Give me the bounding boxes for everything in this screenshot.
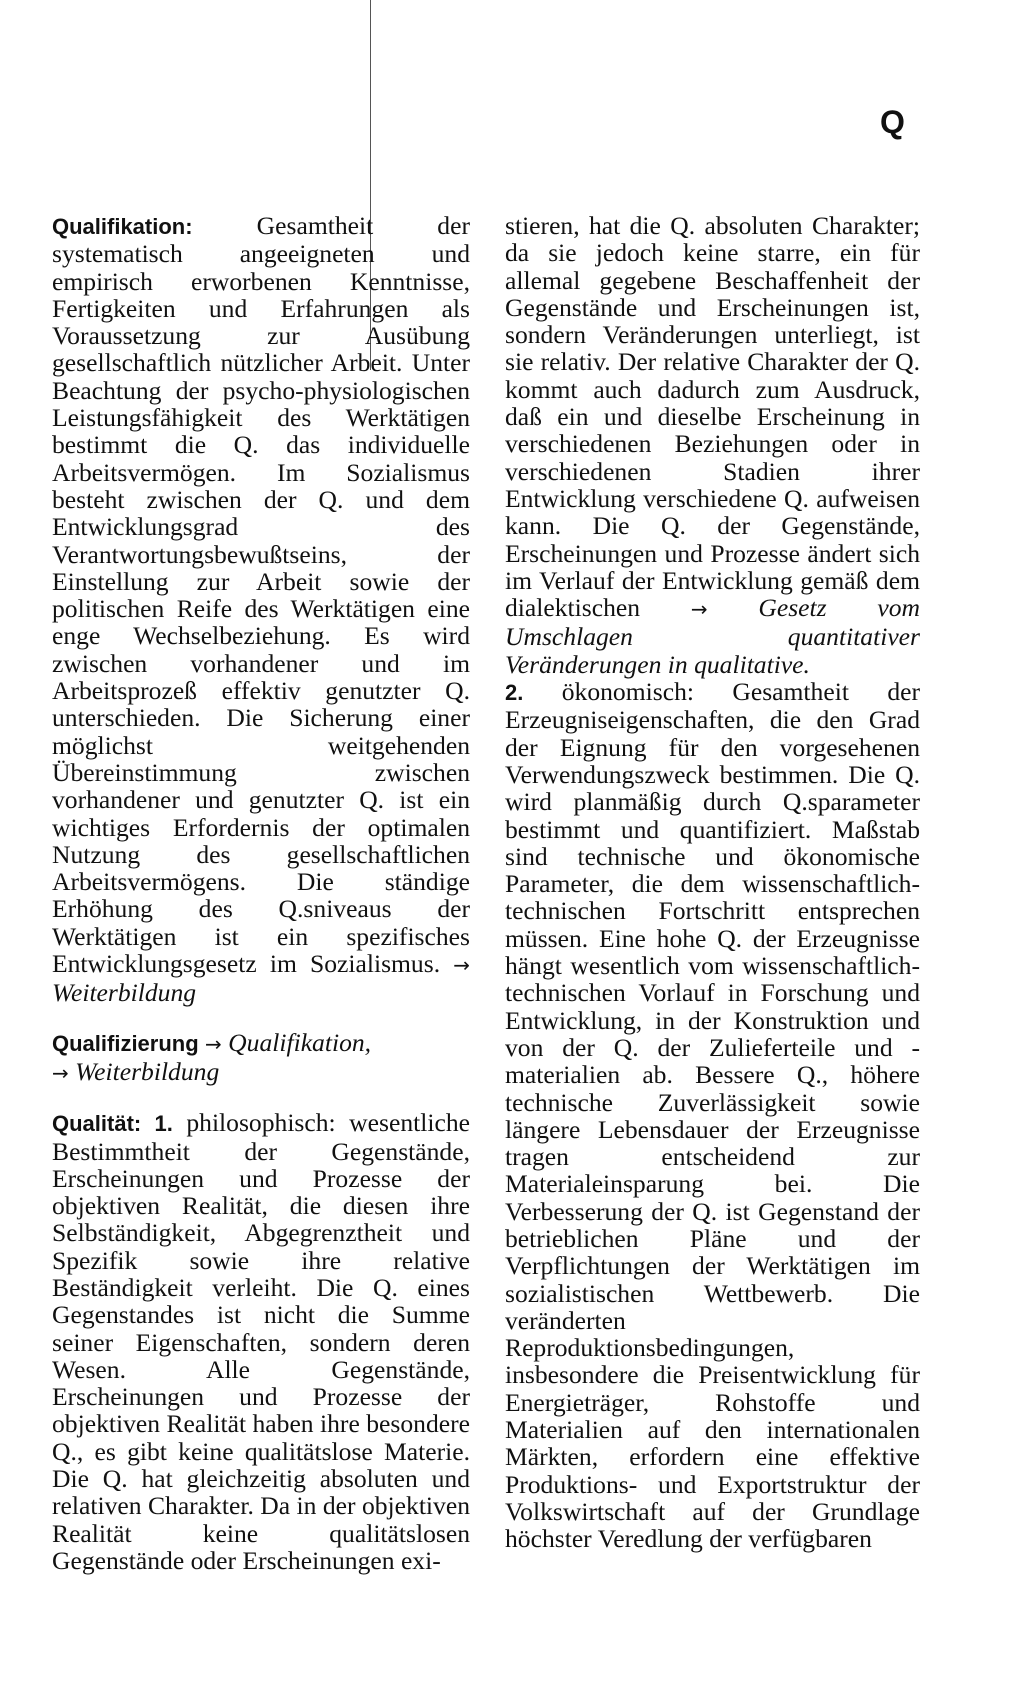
- left-column: [52, 212, 470, 1596]
- entry-headword: Qualifizierung: [52, 1030, 199, 1056]
- cross-reference-arrow-icon: →: [52, 1060, 69, 1085]
- cross-reference-link[interactable]: Weiterbildung: [52, 978, 197, 1008]
- cross-reference-arrow-icon: →: [198, 1031, 229, 1056]
- section-letter: Q: [880, 104, 905, 140]
- entry-qualitaet: [52, 1109, 470, 1574]
- cross-reference-link[interactable]: Gesetz vom Umschlagen quantitativer Veränderungen in qualitative.: [505, 593, 920, 679]
- entry-qualifizierung: [52, 1029, 470, 1088]
- entry-headword: Qualität:: [52, 1111, 142, 1137]
- cross-reference-arrow-icon: →: [690, 597, 708, 622]
- cross-reference-link[interactable]: Qualifikation,: [228, 1027, 372, 1057]
- sense-number: 1.: [141, 1111, 173, 1137]
- entry-headword: Qualifikation:: [52, 214, 193, 239]
- entry-qualifikation: [52, 212, 470, 1007]
- entry-text: Gesamtheit der systematisch angeeigneten und empirisch erworbenen Kenntnisse, Fertigkeiten und Erfahrungen als Voraussetzung zur Ausübung gesellschaftlich nützlicher Arbeit. Unter Beachtung der psycho-physiologischen Leistungsfähigkeit des Werktätigen bestimmt die Q. das individuelle Arbeitsvermögen. Im Sozialismus besteht zwischen der Q. und dem Entwicklungsgrad des Verantwortungsbewußtseins, der Einstellung zur Arbeit sowie der politischen Reife des Werktätigen eine enge Wechselbeziehung. Es wird zwischen vorhandener und im Arbeitsprozeß effektiv genutzter Q. unterschieden. Die Sicherung einer möglichst weitgehenden Übereinstimmung zwischen vorhandener und genutzter Q. ist ein wichtiges Erfordernis der optimalen Nutzung des gesellschaftlichen Arbeitsvermögens. Die ständige Erhöhung des Q.sniveaus der Werktätigen ist ein spezifisches Entwicklungsgesetz im Sozialismus.: [52, 211, 470, 979]
- entry-text: ökonomisch: Gesamtheit der Erzeugniseigenschaften, die den Grad der Eignung für den vorgesehenen Verwendungszweck bestimmen. Die Q. wird planmäßig durch Q.sparameter bestimmt und quantifiziert. Maßstab sind technische und ökonomische Parameter, die dem wissenschaftlich-technischen Fortschritt entsprechen müssen. Eine hohe Q. der Erzeugnisse hängt wesentlich vom wissenschaftlich-technischen Vorlauf in Forschung und Entwicklung, in der Konstruktion und von der Q. der Zulieferteile und -materialien ab. Bessere Q., höhere technische Zuverlässigkeit sowie längere Lebensdauer der Erzeugnisse tragen entscheidend zur Materialeinsparung bei. Die Verbesserung der Q. ist Gegenstand der betrieblichen Pläne und der Verpflichtungen der Werktätigen im sozialistischen Wettbewerb. Die veränderten Reproduktionsbedingungen, insbesondere die Preisentwicklung für Energieträger, Rohstoffe und Materialien auf den internationalen Märkten, erfordern eine effektive Produktions- und Exportstruktur der Volkswirtschaft auf der Grundlage höchster Veredlung der verfügbaren: [505, 677, 920, 1554]
- cross-reference-link[interactable]: Weiterbildung: [68, 1056, 220, 1086]
- entry-text: philosophisch: wesentliche Bestimmtheit der Gegenstände, Erscheinungen und Prozesse der objektiven Realität, die diesen ihre Selbständigkeit, Abgegrenztheit und Spezifik sowie ihre relative Beständigkeit verleiht. Die Q. eines Gegenstandes ist nicht die Summe seiner Eigenschaften, sondern deren Wesen. Alle Gegenstände, Erscheinungen und Prozesse der objektiven Realität haben ihre besondere Q., es gibt keine qualitätslose Materie. Die Q. hat gleichzeitig absoluten und relativen Charakter. Da in der objektiven Realität keine qualitätslosen Gegenstände oder Erscheinungen exi-: [52, 1108, 470, 1575]
- entry-text: stieren, hat die Q. absoluten Charakter; da sie jedoch keine starre, ein für allemal gegebene Beschaffenheit der Gegenstände und Erscheinungen ist, sondern Veränderungen unterliegt, ist sie relativ. Der relative Charakter der Q. kommt auch dadurch zum Ausdruck, daß ein und dieselbe Erscheinung in verschiedenen Beziehungen oder in verschiedenen Stadien ihrer Entwicklung verschiedene Q. aufweisen kann. Die Q. der Gegenstände, Erscheinungen und Prozesse ändert sich im Verlauf der Entwicklung gemäß dem dialektischen: [505, 211, 920, 623]
- right-column: [505, 212, 920, 1553]
- entry-qualitaet-continued: [505, 212, 920, 1553]
- cross-reference-arrow-icon: →: [453, 953, 470, 978]
- sense-number: 2.: [505, 680, 524, 706]
